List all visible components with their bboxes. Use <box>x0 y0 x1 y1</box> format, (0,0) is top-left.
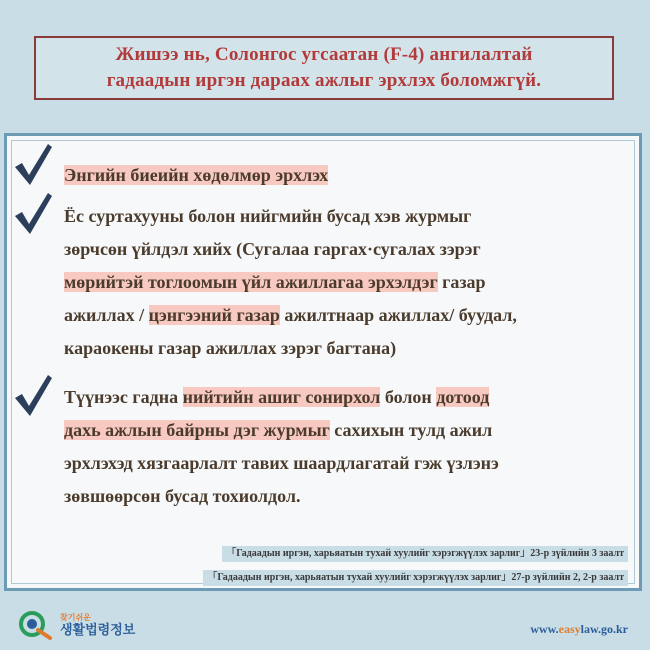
text-line <box>64 233 636 266</box>
footer-logo <box>18 610 135 640</box>
logo-main-text: 생활법령정보 <box>60 622 136 638</box>
highlighted-text: дотоод <box>436 387 490 407</box>
text-segment: газар <box>437 272 486 292</box>
text-segment: болон <box>380 387 437 407</box>
text-line <box>64 381 636 414</box>
site-url[interactable] <box>530 622 628 637</box>
text-segment: Ёс суртахууны болон нийгмийн бусад хэв журмыг <box>64 206 472 226</box>
text-line <box>64 200 636 233</box>
site-suffix: law.go.kr <box>580 622 628 636</box>
checkmark-icon <box>12 190 54 236</box>
text-segment: зөвшөөрсөн бусад тохиолдол. <box>64 486 301 506</box>
highlighted-text: Энгийн биеийн хөдөлмөр эрхлэх <box>64 165 329 185</box>
item-2-text <box>64 200 636 365</box>
item-1-text <box>64 159 636 192</box>
site-accent: easy <box>558 622 581 636</box>
text-segment: зөрчсөн үйлдэл хийх (Сугалаа гаргах·сугалах зэрэг <box>64 239 481 259</box>
site-prefix: www. <box>530 622 559 636</box>
item-3-text <box>64 381 636 513</box>
text-segment: эрхлэхэд хязгаарлалт тавих шаардлагатай гэж үзлэнэ <box>64 453 499 473</box>
highlighted-text: цэнгээний газар <box>148 305 280 325</box>
text-line <box>64 159 636 192</box>
text-segment: ажиллах / <box>64 305 149 325</box>
highlighted-text: нийтийн ашиг сонирхол <box>182 387 381 407</box>
text-line <box>64 447 636 480</box>
text-segment: сахихын тулд ажил <box>329 420 493 440</box>
checkmark-icon <box>12 141 54 187</box>
logo-icon <box>18 610 56 640</box>
checkmark-icon <box>12 372 54 418</box>
text-segment: ажилтнаар ажиллах/ буудал, <box>279 305 517 325</box>
text-segment: караокены газар ажиллах зэрэг багтана) <box>64 338 397 358</box>
logo-small-text: 찾기쉬운 <box>60 612 91 622</box>
title-box <box>34 36 614 100</box>
title-line-2: гадаадын иргэн дараах ажлыг эрхлэх боломжгүй. <box>106 70 542 91</box>
title-line-1: Жишээ нь, Солонгос угсаатан (F-4) ангилалтай <box>115 44 533 65</box>
highlighted-text: мөрийтэй тоглоомын үйл ажиллагаа эрхэлдэг <box>64 272 438 292</box>
text-segment: Түүнээс гадна <box>64 387 183 407</box>
text-line <box>64 480 636 513</box>
highlighted-text: дахь ажлын байрны дэг журмыг <box>64 420 330 440</box>
text-line <box>64 299 636 332</box>
text-line <box>64 332 636 365</box>
reference-1: 「Гадаадын иргэн, харьяатын тухай хуулийг хэрэгжүүлэх зарлиг」23-р зүйлийн 3 заалт <box>222 546 628 562</box>
text-line <box>64 266 636 299</box>
reference-2: 「Гадаадын иргэн, харьяатын тухай хуулийг хэрэгжүүлэх зарлиг」27-р зүйлийн 2, 2-р заалт <box>203 570 628 586</box>
text-line <box>64 414 636 447</box>
